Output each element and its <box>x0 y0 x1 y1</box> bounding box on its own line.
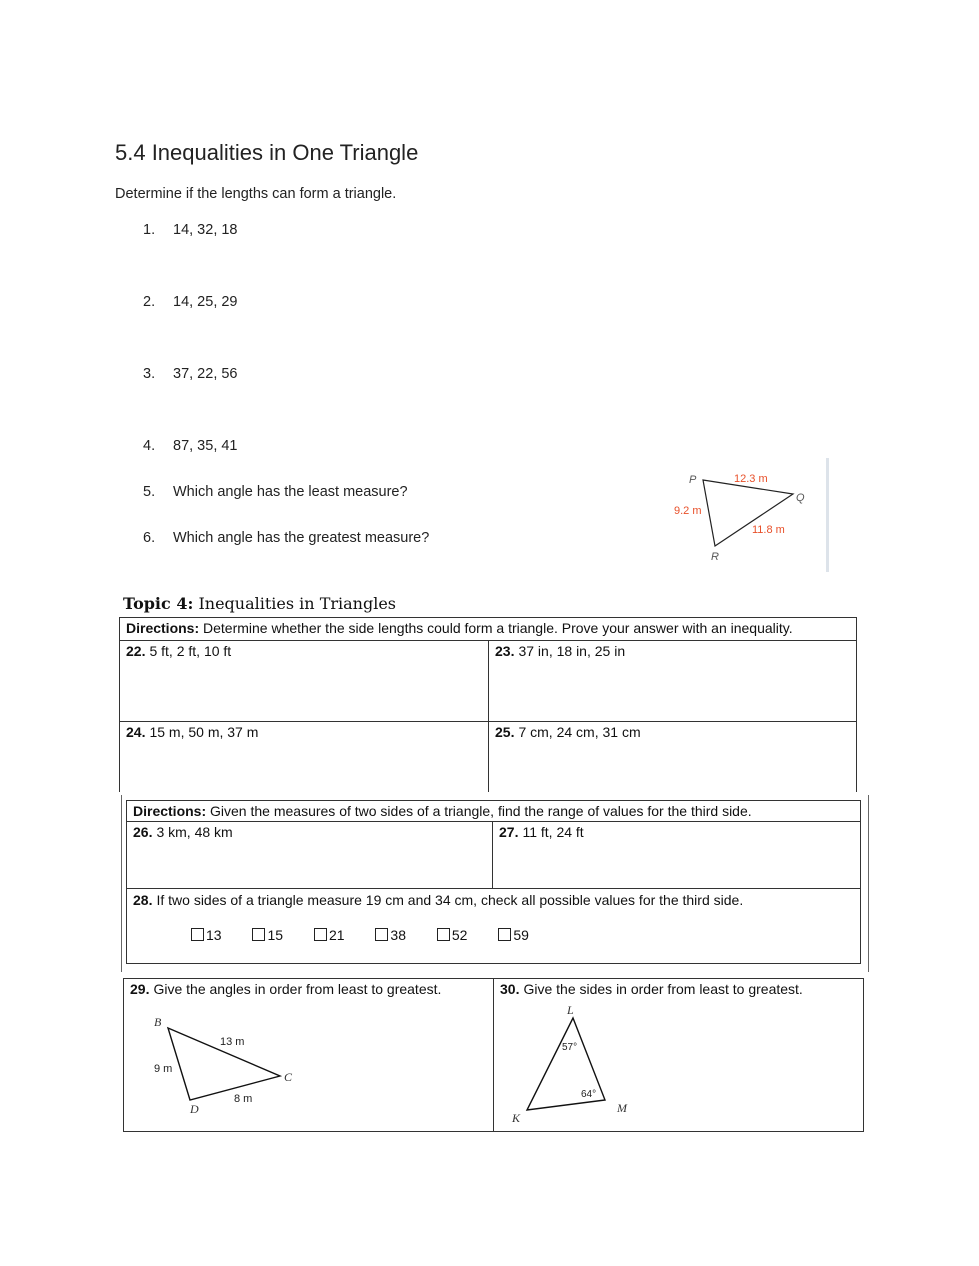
side-pq-label: 12.3 m <box>734 473 768 485</box>
directions-text: Determine whether the side lengths could form a triangle. Prove your answer with an inequality. <box>203 620 793 636</box>
item-text: 11 ft, 24 ft <box>522 824 584 840</box>
topic-name: Inequalities in Triangles <box>198 594 397 613</box>
item-number: 27. <box>499 824 519 840</box>
side-bc-label: 13 m <box>220 1036 245 1048</box>
checkbox-icon[interactable] <box>437 928 450 941</box>
question-number: 4. <box>143 438 156 454</box>
option-label: 15 <box>267 927 284 943</box>
directions-label: Directions: <box>126 620 200 636</box>
item-number: 29. <box>130 981 150 997</box>
side-pr-label: 9.2 m <box>674 505 702 517</box>
item-text: If two sides of a triangle measure 19 cm and 34 cm, check all possible values for the third side. <box>156 892 744 908</box>
topic-label: Topic 4: <box>123 594 194 613</box>
question-6 <box>143 530 429 546</box>
question-number: 2. <box>143 294 156 310</box>
question-3 <box>143 366 238 382</box>
item-27 <box>493 822 861 889</box>
directions-label: Directions: <box>133 803 207 819</box>
vertex-l-label: L <box>567 1003 574 1017</box>
checkbox-icon[interactable] <box>191 928 204 941</box>
triangle-bcd-figure <box>148 1008 308 1120</box>
vertex-d-label: D <box>190 1102 199 1116</box>
triangle-pqr-figure <box>665 462 825 572</box>
option-label: 38 <box>390 927 406 943</box>
triangle-klm-figure <box>505 1000 645 1126</box>
item-number: 23. <box>495 643 515 659</box>
option-label: 21 <box>328 927 345 943</box>
item-number: 28. <box>133 892 153 908</box>
angle-l-label: 57° <box>562 1042 578 1053</box>
option-59[interactable] <box>498 927 529 943</box>
question-text: 87, 35, 41 <box>173 438 238 454</box>
checkbox-icon[interactable] <box>498 928 511 941</box>
vertex-c-label: C <box>284 1070 293 1084</box>
section2-table <box>126 800 861 964</box>
checkbox-icon[interactable] <box>375 928 388 941</box>
question-number: 3. <box>143 366 156 382</box>
angle-m-label: 64° <box>581 1089 597 1100</box>
section1-directions <box>120 618 857 641</box>
vertex-k-label: K <box>512 1111 521 1125</box>
checkbox-icon[interactable] <box>252 928 265 941</box>
question-1 <box>143 222 238 238</box>
question-4 <box>143 438 238 454</box>
option-label: 52 <box>451 927 468 943</box>
page-title: 5.4 Inequalities in One Triangle <box>115 140 419 165</box>
vertex-p-label: P <box>689 474 697 486</box>
item-text: Give the sides in order from least to greatest. <box>523 981 803 997</box>
side-bd-label: 9 m <box>154 1063 173 1075</box>
checkbox-icon[interactable] <box>314 928 327 941</box>
item-25 <box>489 722 857 793</box>
item-text: 37 in, 18 in, 25 in <box>518 643 626 659</box>
section1-table <box>119 617 857 792</box>
topic-heading <box>123 594 396 613</box>
instruction: Determine if the lengths can form a triangle. <box>115 186 397 202</box>
item-number: 24. <box>126 724 146 740</box>
item-text: 3 km, 48 km <box>156 824 233 840</box>
section2-directions <box>127 801 861 822</box>
option-13[interactable] <box>191 927 222 943</box>
question-text: Which angle has the greatest measure? <box>173 530 430 546</box>
question-text: 14, 25, 29 <box>173 294 238 310</box>
item-number: 26. <box>133 824 153 840</box>
option-list <box>133 927 854 943</box>
question-text: Which angle has the least measure? <box>173 484 408 500</box>
figure-divider <box>826 458 829 572</box>
item-24 <box>120 722 489 793</box>
vertex-r-label: R <box>711 551 719 563</box>
item-26 <box>127 822 493 889</box>
vertex-m-label: M <box>617 1101 627 1115</box>
question-number: 6. <box>143 530 156 546</box>
option-52[interactable] <box>437 927 468 943</box>
question-text: 37, 22, 56 <box>173 366 238 382</box>
vertex-b-label: B <box>154 1015 162 1029</box>
option-label: 13 <box>206 927 222 943</box>
side-dc-label: 8 m <box>234 1093 253 1105</box>
directions-text: Given the measures of two sides of a triangle, find the range of values for the third side. <box>210 803 752 819</box>
item-text: Give the angles in order from least to greatest. <box>153 981 442 997</box>
option-38[interactable] <box>375 927 406 943</box>
item-text: 15 m, 50 m, 37 m <box>149 724 259 740</box>
item-number: 25. <box>495 724 515 740</box>
question-5 <box>143 484 408 500</box>
item-28 <box>127 889 861 964</box>
option-21[interactable] <box>314 927 345 943</box>
item-number: 30. <box>500 981 520 997</box>
item-22 <box>120 641 489 722</box>
question-number: 1. <box>143 222 156 238</box>
option-15[interactable] <box>252 927 283 943</box>
option-label: 59 <box>513 927 529 943</box>
question-text: 14, 32, 18 <box>173 222 238 238</box>
question-2 <box>143 294 238 310</box>
item-23 <box>489 641 857 722</box>
triangle-pqr-shape <box>703 480 793 546</box>
item-text: 5 ft, 2 ft, 10 ft <box>149 643 232 659</box>
question-number: 5. <box>143 484 156 500</box>
vertex-q-label: Q <box>796 492 805 504</box>
item-number: 22. <box>126 643 146 659</box>
item-text: 7 cm, 24 cm, 31 cm <box>518 724 641 740</box>
side-qr-label: 11.8 m <box>752 524 785 536</box>
